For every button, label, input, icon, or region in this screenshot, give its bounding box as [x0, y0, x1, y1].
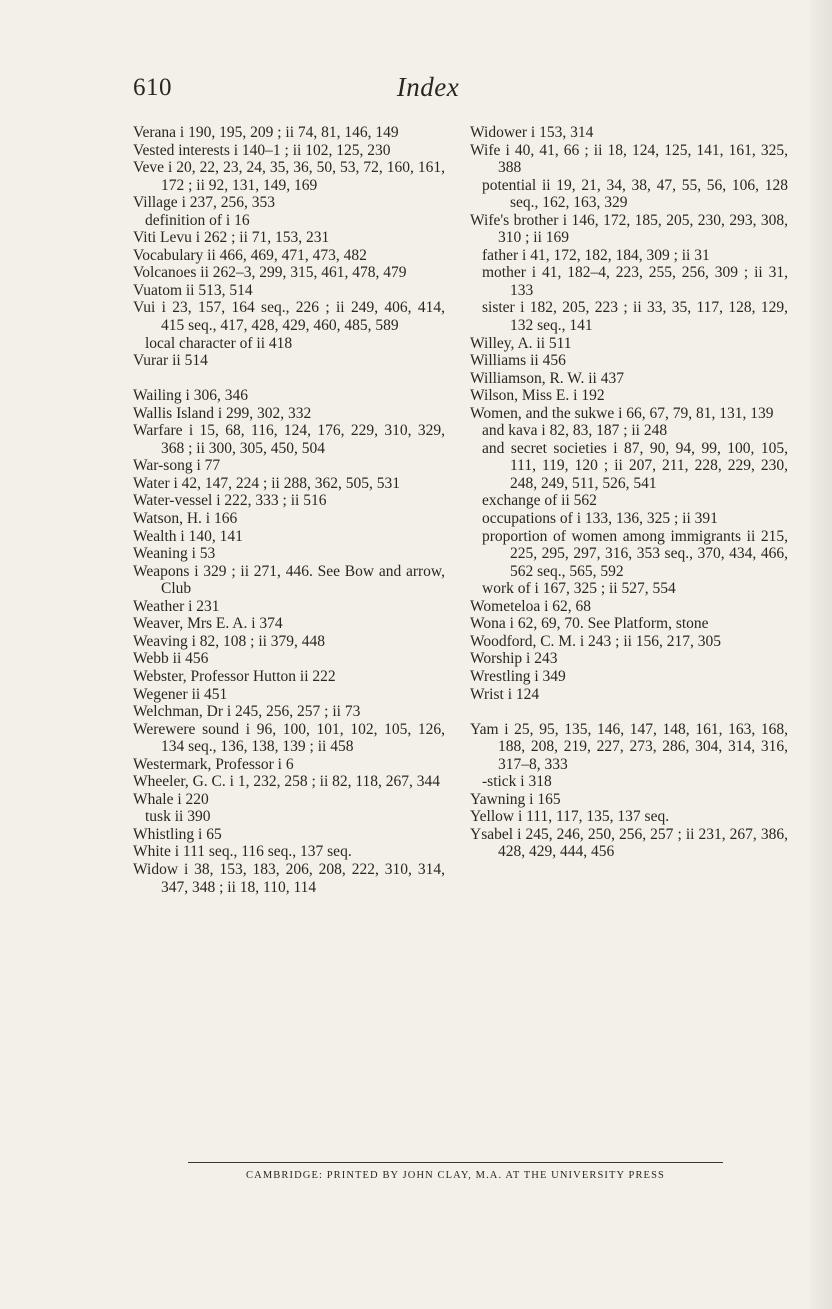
- index-letter-gap: [470, 703, 788, 721]
- index-entry: Werewere sound i 96, 100, 101, 102, 105, 126, 134 seq., 136, 138, 139 ; ii 458: [133, 720, 445, 756]
- index-entry: Williamson, R. W. ii 437: [470, 369, 624, 387]
- index-entry: Wife i 40, 41, 66 ; ii 18, 124, 125, 141, 161, 325, 388: [470, 141, 788, 177]
- index-entry: Veve i 20, 22, 23, 24, 35, 36, 50, 53, 72, 160, 161, 172 ; ii 92, 131, 149, 169: [133, 159, 445, 194]
- index-entry: Wealth i 140, 141: [133, 527, 243, 545]
- index-subentry: definition of i 16: [145, 211, 250, 229]
- index-subentry: work of i 167, 325 ; ii 527, 554: [482, 580, 676, 598]
- index-entry: Webb ii 456: [133, 650, 209, 668]
- index-entry: Weapons i 329 ; ii 271, 446. See Bow and arrow, Club: [133, 562, 445, 598]
- index-subentry: sister i 182, 205, 223 ; ii 33, 35, 117, 128, 129, 132 seq., 141: [482, 299, 788, 335]
- index-subentry: local character of ii 418: [145, 334, 293, 352]
- index-letter-gap: [133, 370, 445, 388]
- index-entry: White i 111 seq., 116 seq., 137 seq.: [133, 843, 352, 861]
- index-entry: Westermark, Professor i 6: [133, 755, 294, 773]
- index-subentry: and secret societies i 87, 90, 94, 99, 100, 105, 111, 119, 120 ; ii 207, 211, 228, 229, 230, 248, 249, 511, 526, 541: [482, 439, 788, 492]
- index-entry: Woodford, C. M. i 243 ; ii 156, 217, 305: [470, 632, 722, 650]
- index-subentry: exchange of ii 562: [482, 492, 597, 510]
- page-edge-shadow: [810, 0, 832, 1309]
- index-entry: Water i 42, 147, 224 ; ii 288, 362, 505, 531: [133, 474, 400, 492]
- index-entry: Wheeler, G. C. i 1, 232, 258 ; ii 82, 118, 267, 344: [133, 773, 441, 791]
- index-entry: Widower i 153, 314: [470, 124, 594, 141]
- index-entry: Verana i 190, 195, 209 ; ii 74, 81, 146, 149: [133, 124, 399, 141]
- index-entry: Yawning i 165: [470, 790, 561, 808]
- index-entry: Water-vessel i 222, 333 ; ii 516: [133, 492, 327, 510]
- index-subentry: mother i 41, 182–4, 223, 255, 256, 309 ; ii 31, 133: [482, 264, 788, 299]
- index-entry: Weaver, Mrs E. A. i 374: [133, 615, 283, 633]
- index-entry: Wilson, Miss E. i 192: [470, 387, 605, 405]
- index-entry: Vui i 23, 157, 164 seq., 226 ; ii 249, 406, 414, 415 seq., 417, 428, 429, 460, 485, 589: [133, 299, 445, 335]
- index-entry: Ysabel i 245, 246, 250, 256, 257 ; ii 231, 267, 386, 428, 429, 444, 456: [470, 825, 788, 861]
- index-entry: Wometeloa i 62, 68: [470, 597, 592, 615]
- running-head: Index: [396, 72, 460, 102]
- index-entry: Weather i 231: [133, 597, 220, 615]
- page-header: [133, 72, 723, 112]
- index-entry: Whistling i 65: [133, 825, 222, 843]
- footer-rule: [188, 1162, 723, 1163]
- index-entry: Williams ii 456: [470, 352, 566, 370]
- index-entry: Yam i 25, 95, 135, 146, 147, 148, 161, 163, 168, 188, 208, 219, 227, 273, 286, 304, 314, 316, 317–8, 333: [470, 720, 788, 773]
- index-entry: Yellow i 111, 117, 135, 137 seq.: [470, 808, 670, 826]
- index-subentry: occupations of i 133, 136, 325 ; ii 391: [482, 510, 718, 528]
- index-column-left: [133, 124, 445, 896]
- index-entry: Wrist i 124: [470, 685, 540, 703]
- index-entry: Village i 237, 256, 353: [133, 194, 275, 212]
- index-subentry: -stick i 318: [482, 773, 552, 791]
- index-entry: Welchman, Dr i 245, 256, 257 ; ii 73: [133, 703, 361, 721]
- index-entry: Webster, Professor Hutton ii 222: [133, 667, 336, 685]
- index-entry: Wallis Island i 299, 302, 332: [133, 404, 312, 422]
- index-entry: Volcanoes ii 262–3, 299, 315, 461, 478, 479: [133, 264, 407, 282]
- index-entry: Wegener ii 451: [133, 685, 228, 703]
- index-entry: Wife's brother i 146, 172, 185, 205, 230, 293, 308, 310 ; ii 169: [470, 211, 788, 247]
- index-subentry: proportion of women among immigrants ii 215, 225, 295, 297, 316, 353 seq., 370, 434, 466, 562 seq., 565, 592: [482, 527, 788, 580]
- index-entry: Willey, A. ii 511: [470, 334, 572, 352]
- index-entry: Vested interests i 140–1 ; ii 102, 125, 230: [133, 141, 391, 159]
- index-entry: War-song i 77: [133, 457, 221, 475]
- index-entry: Widow i 38, 153, 183, 206, 208, 222, 310, 314, 347, 348 ; ii 18, 110, 114: [133, 860, 445, 896]
- index-entry: Wrestling i 349: [470, 667, 566, 685]
- index-entry: Whale i 220: [133, 790, 209, 808]
- index-subentry: father i 41, 172, 182, 184, 309 ; ii 31: [482, 246, 710, 264]
- page-number: 610: [133, 74, 172, 101]
- index-subentry: tusk ii 390: [145, 808, 211, 826]
- index-entry: Vurar ii 514: [133, 352, 208, 370]
- index-column-right: [470, 124, 788, 861]
- index-entry: Wona i 62, 69, 70. See Platform, stone: [470, 615, 709, 633]
- index-entry: Women, and the sukwe i 66, 67, 79, 81, 131, 139: [470, 404, 774, 422]
- index-entry: Viti Levu i 262 ; ii 71, 153, 231: [133, 229, 330, 247]
- index-entry: Warfare i 15, 68, 116, 124, 176, 229, 310, 329, 368 ; ii 300, 305, 450, 504: [133, 422, 445, 457]
- index-entry: Vocabulary ii 466, 469, 471, 473, 482: [133, 246, 367, 264]
- index-entry: Worship i 243: [470, 650, 558, 668]
- index-entry: Weaving i 82, 108 ; ii 379, 448: [133, 632, 326, 650]
- index-subentry: potential ii 19, 21, 34, 38, 47, 55, 56, 106, 128 seq., 162, 163, 329: [482, 176, 788, 212]
- index-entry: Weaning i 53: [133, 545, 216, 563]
- index-subentry: and kava i 82, 83, 187 ; ii 248: [482, 422, 668, 440]
- index-entry: Wailing i 306, 346: [133, 387, 248, 405]
- index-entry: Watson, H. i 166: [133, 510, 238, 528]
- printer-imprint: CAMBRIDGE: PRINTED BY JOHN CLAY, M.A. AT THE UNIVERSITY PRESS: [246, 1170, 665, 1181]
- index-entry: Vuatom ii 513, 514: [133, 281, 253, 299]
